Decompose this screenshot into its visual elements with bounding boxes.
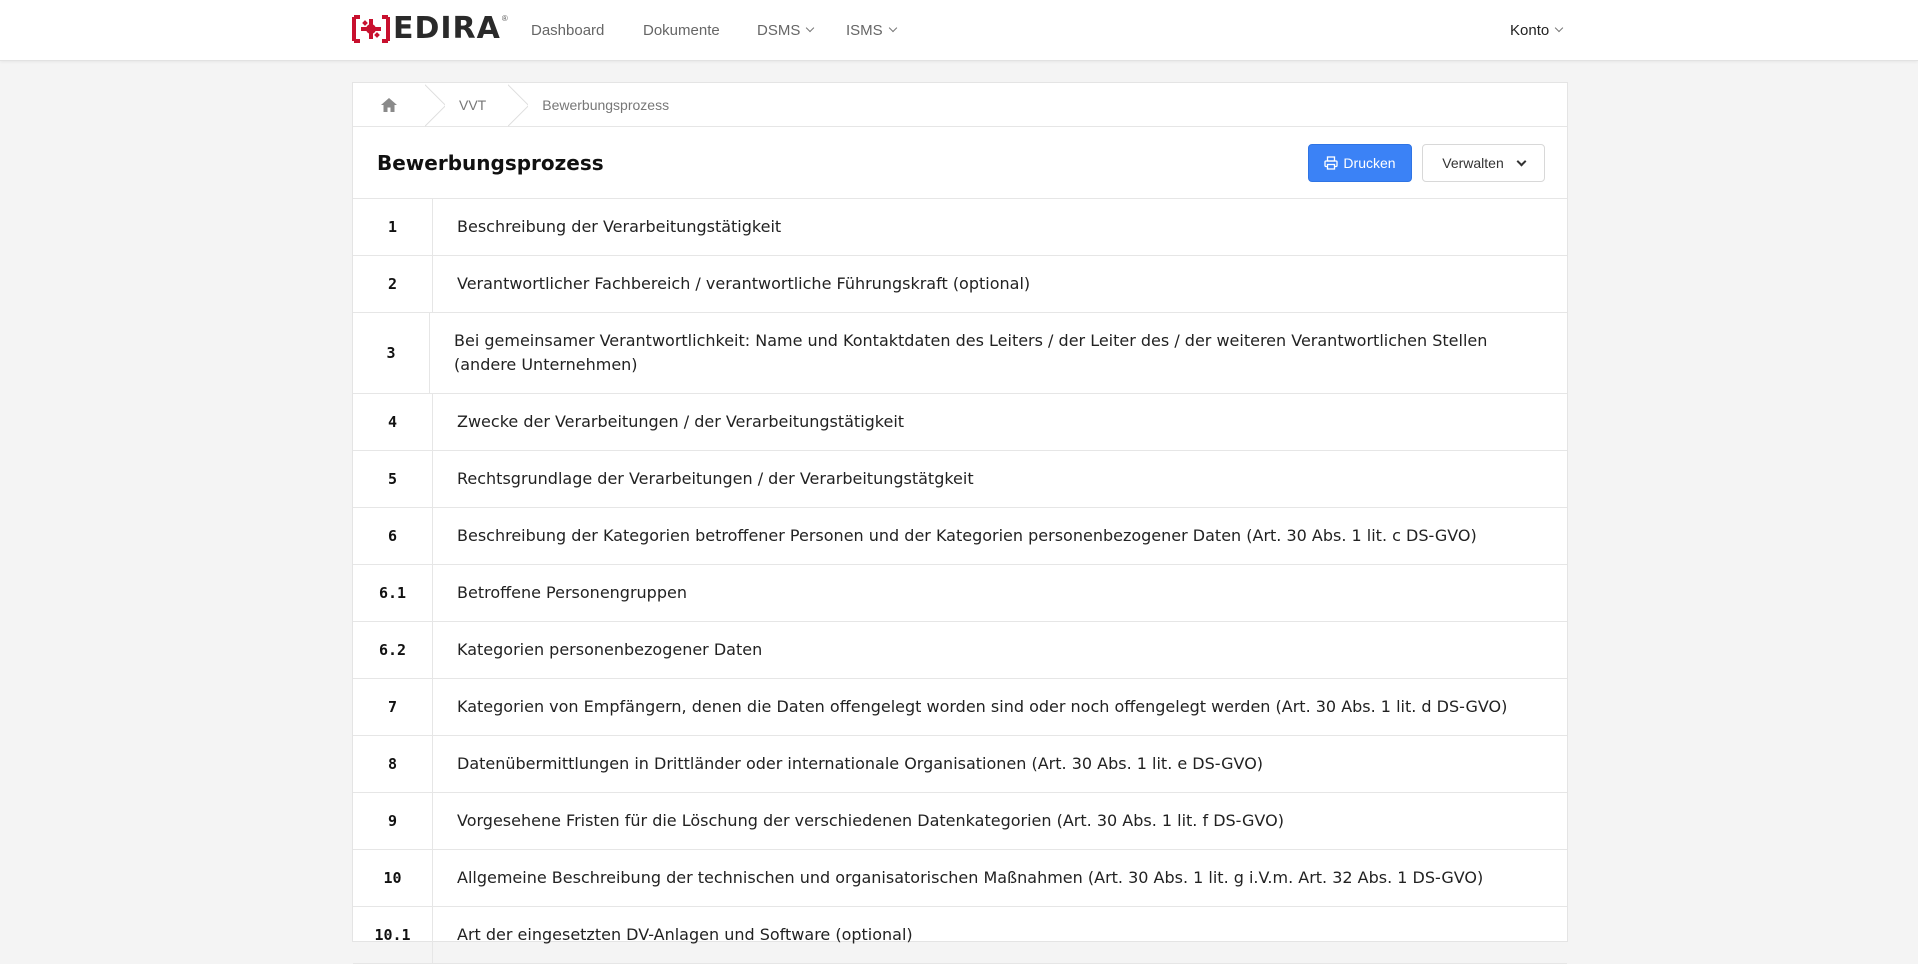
section-number: 10.1 [353, 907, 433, 963]
brand-name: EDIRA [393, 11, 501, 46]
manage-button-label[interactable]: Verwalten [1442, 155, 1504, 171]
breadcrumb-label: Bewerbungsprozess [542, 96, 670, 113]
nav-dashboard-label[interactable]: Dashboard [531, 21, 605, 39]
list-item[interactable] [353, 313, 1567, 394]
breadcrumb-home[interactable] [353, 83, 425, 126]
logo-mark-icon [351, 14, 391, 44]
breadcrumb-label[interactable]: VVT [459, 96, 487, 113]
section-title[interactable]: Beschreibung der Verarbeitungstätigkeit [457, 217, 782, 236]
content-panel [352, 82, 1568, 942]
nav-dokumente-label[interactable]: Dokumente [643, 21, 720, 39]
list-item[interactable] [353, 394, 1567, 451]
list-item[interactable] [353, 508, 1567, 565]
section-title[interactable]: Allgemeine Beschreibung der technischen und organisatorischen Maßnahmen (Art. 30 Abs. 1 lit. g i.V.m. Art. 32 Abs. 1 DS-GVO) [457, 868, 1484, 887]
top-navbar [0, 0, 1918, 61]
list-item[interactable] [353, 565, 1567, 622]
section-number: 3 [353, 313, 430, 393]
breadcrumb [353, 83, 1567, 127]
chevron-down-icon [806, 24, 814, 32]
brand-logo[interactable] [351, 11, 508, 46]
brand-registered: ® [501, 14, 508, 23]
section-title[interactable]: Art der eingesetzten DV-Anlagen und Software (optional) [457, 925, 913, 944]
section-number: 7 [353, 679, 433, 735]
section-title[interactable]: Kategorien personenbezogener Daten [457, 640, 763, 659]
list-item[interactable] [353, 199, 1567, 256]
list-item[interactable] [353, 736, 1567, 793]
nav-dsms[interactable] [757, 0, 813, 60]
section-list [353, 199, 1567, 964]
section-number: 4 [353, 394, 433, 450]
section-title[interactable]: Datenübermittlungen in Drittländer oder internationale Organisationen (Art. 30 Abs. 1 lit. e DS-GVO) [457, 754, 1264, 773]
nav-dashboard[interactable] [531, 0, 604, 60]
print-button-label[interactable]: Drucken [1343, 155, 1396, 171]
printer-icon [1324, 156, 1338, 170]
section-title[interactable]: Beschreibung der Kategorien betroffener Personen und der Kategorien personenbezogener Daten (Art. 30 Abs. 1 lit. c DS-GVO) [457, 526, 1477, 545]
section-number: 6.2 [353, 622, 433, 678]
section-title[interactable]: Kategorien von Empfängern, denen die Daten offengelegt worden sind oder noch offengelegt werden (Art. 30 Abs. 1 lit. d DS-GVO) [457, 697, 1508, 716]
manage-dropdown-button[interactable] [1422, 144, 1545, 182]
breadcrumb-separator [425, 83, 445, 127]
list-item[interactable] [353, 907, 1567, 964]
page-header [353, 127, 1567, 199]
breadcrumb-item-current [528, 83, 669, 126]
section-title[interactable]: Betroffene Personengruppen [457, 583, 687, 602]
list-item[interactable] [353, 850, 1567, 907]
section-title[interactable]: Verantwortlicher Fachbereich / verantwortliche Führungskraft (optional) [457, 274, 1031, 293]
breadcrumb-separator [508, 83, 528, 127]
section-number: 10 [353, 850, 433, 906]
nav-dokumente[interactable] [643, 0, 720, 60]
list-item[interactable] [353, 679, 1567, 736]
chevron-down-icon [1555, 24, 1563, 32]
section-number: 6.1 [353, 565, 433, 621]
chevron-down-icon [888, 24, 896, 32]
section-number: 1 [353, 199, 433, 255]
section-title[interactable]: Vorgesehene Fristen für die Löschung der verschiedenen Datenkategorien (Art. 30 Abs. 1 lit. f DS-GVO) [457, 811, 1284, 830]
nav-dsms-label[interactable]: DSMS [757, 21, 801, 39]
section-number: 9 [353, 793, 433, 849]
nav-isms-label[interactable]: ISMS [846, 21, 883, 39]
chevron-down-icon [1516, 156, 1526, 166]
print-button[interactable] [1308, 144, 1412, 182]
home-icon [380, 97, 398, 113]
breadcrumb-item-vvt[interactable] [445, 83, 508, 126]
section-title[interactable]: Bei gemeinsamer Verantwortlichkeit: Name und Kontaktdaten des Leiters / der Leiter des / der weiteren Verantwortlichen Stellen (andere Unternehmen) [454, 331, 1488, 374]
list-item[interactable] [353, 256, 1567, 313]
nav-isms[interactable] [846, 0, 896, 60]
list-item[interactable] [353, 451, 1567, 508]
section-title[interactable]: Rechtsgrundlage der Verarbeitungen / der Verarbeitungstätgkeit [457, 469, 974, 488]
page-title: Bewerbungsprozess [377, 151, 604, 175]
section-number: 5 [353, 451, 433, 507]
section-title[interactable]: Zwecke der Verarbeitungen / der Verarbeitungstätigkeit [457, 412, 905, 431]
section-number: 2 [353, 256, 433, 312]
section-number: 6 [353, 508, 433, 564]
list-item[interactable] [353, 793, 1567, 850]
nav-konto-label[interactable]: Konto [1510, 21, 1550, 39]
section-number: 8 [353, 736, 433, 792]
list-item[interactable] [353, 622, 1567, 679]
nav-konto[interactable] [1510, 0, 1562, 60]
